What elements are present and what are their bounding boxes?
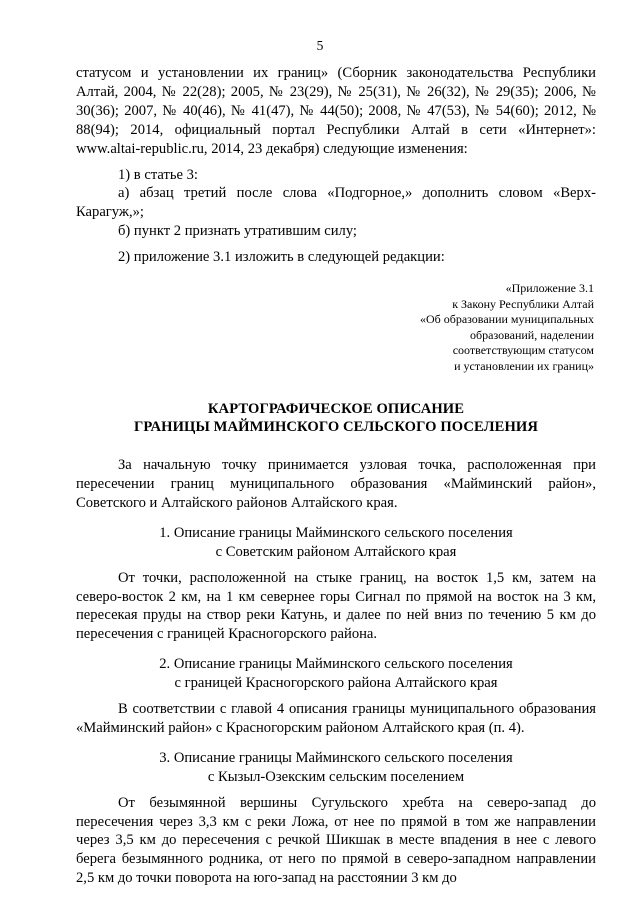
addendum-line: и установлении их границ» [454,358,594,373]
section-heading-line: 2. Описание границы Майминского сельского поселения [159,656,513,673]
addendum-line: образований, наделении [470,327,594,342]
section-heading-2 [76,655,596,693]
addendum-header [76,281,594,374]
document-body [76,64,596,888]
section-heading-1 [76,524,596,562]
section-heading-line: 1. Описание границы Майминского сельского поселения [159,524,513,541]
title-line: ГРАНИЦЫ МАЙМИНСКОГО СЕЛЬСКОГО ПОСЕЛЕНИЯ [133,419,539,436]
title-line: КАРТОГРАФИЧЕСКОЕ ОПИСАНИЕ [207,401,465,418]
section-heading-line: 3. Описание границы Майминского сельского поселения [159,749,513,766]
section-text-2: В соответствии с главой 4 описания границы муниципального образования «Майминский район» с Красногорским районом Алтайского края (п. 4). [76,701,596,736]
start-point-paragraph: За начальную точку принимается узловая точка, расположенная при пересечении границ муниципального образования «Майминский район», Советского и Алтайского районов Алтайского края. [76,457,596,511]
page-number: 5 [316,38,324,53]
addendum-line: «Об образовании муниципальных [419,312,594,327]
amendment-item-1: 1) в статье 3: [118,166,198,183]
document-title [76,400,596,436]
addendum-line: к Закону Республики Алтай [452,296,594,311]
section-heading-3 [76,749,596,787]
section-heading-line: с Кызыл-Озекским сельским поселением [207,768,465,785]
addendum-line: соответствующим статусом [452,343,594,358]
section-heading-line: с Советским районом Алтайского края [215,543,457,560]
amendment-item-1a: а) абзац третий после слова «Подгорное,» дополнить словом «Верх-Карагуж,»; [76,185,596,221]
intro-paragraph: статусом и установлении их границ» (Сборник законодательства Республики Алтай, 2004, № 22(28); 2005, № 23(29), № 25(31), № 26(32), № 29(35); 2006, № 30(36); 2007, № 40(46), № 41(47), № 44(50); 2008, № 47(53), № 54(60); 2012, № 88(94); 2014, официальный портал Республики Алтай в сети «Интернет»: www.altai-republic.ru, 2014, 23 декабря) следующие изменения: [76,65,596,157]
amendment-item-1b: б) пункт 2 признать утратившим силу; [118,223,357,240]
addendum-line: «Приложение 3.1 [505,281,594,296]
section-text-3: От безымянной вершины Сугульского хребта на северо-запад до пересечения через 3,3 км с реки Ложа, от нее по прямой в том же направлении через 3,5 км до пересечения с речкой Шикшак в месте впадения в нее с левого берега безымянного родника, от него по прямой в северо-западном направлении 2,5 км до точки поворота на юго-запад на расстоянии 3 км до [76,794,596,887]
section-heading-line: с границей Красногорского района Алтайского края [174,675,498,692]
amendment-item-2: 2) приложение 3.1 изложить в следующей редакции: [118,249,445,266]
section-text-1: От точки, расположенной на стыке границ, на восток 1,5 км, затем на северо-восток 2 км, на 1 км севернее горы Сигнал по прямой на восток на 3 км, пересекая пруды на створ реки Катунь, и далее по ней вниз по течению 5 км до пересечения с границей Красногорского района. [76,569,596,643]
